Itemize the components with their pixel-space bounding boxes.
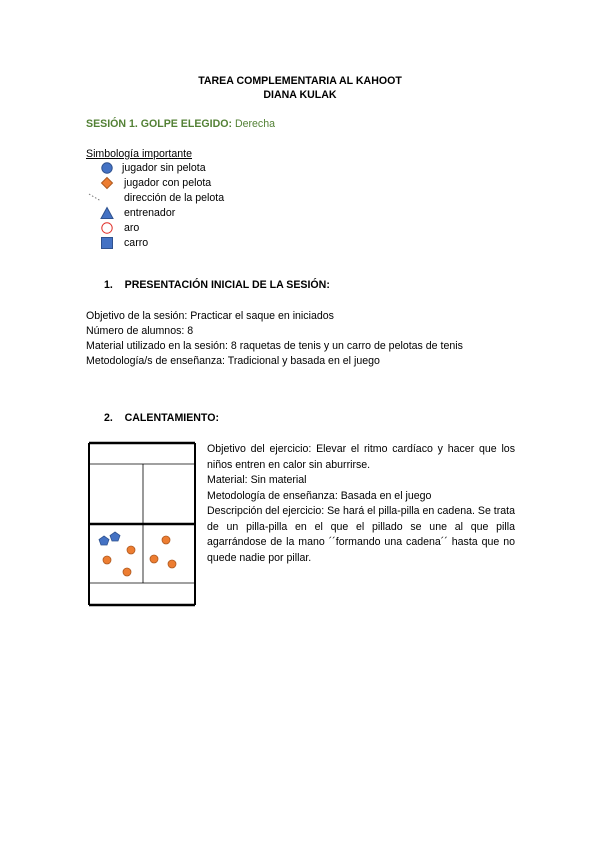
section1-number: 1. bbox=[104, 279, 113, 291]
circle-blue-icon bbox=[100, 161, 114, 175]
legend-label: jugador con pelota bbox=[124, 177, 212, 189]
session-objective: Objetivo de la sesión: Practicar el saque en iniciados bbox=[86, 310, 334, 322]
court-diagram bbox=[86, 440, 198, 610]
triangle-blue-icon bbox=[100, 206, 114, 220]
square-blue-icon bbox=[100, 236, 114, 250]
player-marker bbox=[103, 556, 111, 564]
player-marker bbox=[127, 546, 135, 554]
player-marker bbox=[123, 568, 131, 576]
section1-title: PRESENTACIÓN INICIAL DE LA SESIÓN: bbox=[124, 279, 330, 291]
symbology-heading: Simbología importante bbox=[86, 148, 192, 160]
legend-label: dirección de la pelota bbox=[124, 192, 225, 204]
section1-heading bbox=[104, 279, 330, 291]
session-material: Material utilizado en la sesión: 8 raquetas de tenis y un carro de pelotas de tenis bbox=[86, 340, 463, 352]
legend-label: jugador sin pelota bbox=[122, 162, 206, 174]
session-methodology: Metodología/s de enseñanza: Tradicional y basada en el juego bbox=[86, 355, 380, 367]
section2-title: CALENTAMIENTO: bbox=[124, 412, 219, 424]
coach-marker bbox=[110, 532, 120, 541]
section2-heading bbox=[104, 412, 219, 424]
legend-label: entrenador bbox=[124, 207, 176, 219]
session-label: SESIÓN 1. GOLPE ELEGIDO: bbox=[86, 118, 232, 130]
exercise-material: Material: Sin material bbox=[207, 474, 307, 486]
dotted-arrow-icon bbox=[88, 191, 102, 205]
coach-marker bbox=[99, 536, 109, 545]
session-value: Derecha bbox=[234, 118, 275, 130]
student-count: Número de alumnos: 8 bbox=[86, 325, 194, 337]
legend-label: carro bbox=[124, 237, 149, 249]
section2-number: 2. bbox=[104, 412, 113, 424]
player-marker bbox=[150, 555, 158, 563]
exercise-objective: Objetivo del ejercicio: Elevar el ritmo cardíaco y hacer que los niños entren en calor sin aburrirse. bbox=[207, 443, 515, 471]
exercise-description: Descripción del ejercicio: Se hará el pilla-pilla en cadena. Se trata de un pilla-pilla en el que el pillado se une al que pilla agarrándose de la mano ´´formando una cadena´´ hasta que no quede nadie por pillar. bbox=[207, 505, 515, 564]
exercise-methodology: Metodología de enseñanza: Basada en el juego bbox=[207, 489, 432, 502]
diamond-orange-icon bbox=[100, 176, 114, 190]
player-marker bbox=[162, 536, 170, 544]
legend-label: aro bbox=[124, 222, 140, 234]
session-line bbox=[86, 118, 275, 130]
player-marker bbox=[168, 560, 176, 568]
ring-red-icon bbox=[100, 221, 114, 235]
document-title: TAREA COMPLEMENTARIA AL KAHOOT bbox=[198, 75, 402, 87]
author-name: DIANA KULAK bbox=[263, 89, 337, 101]
